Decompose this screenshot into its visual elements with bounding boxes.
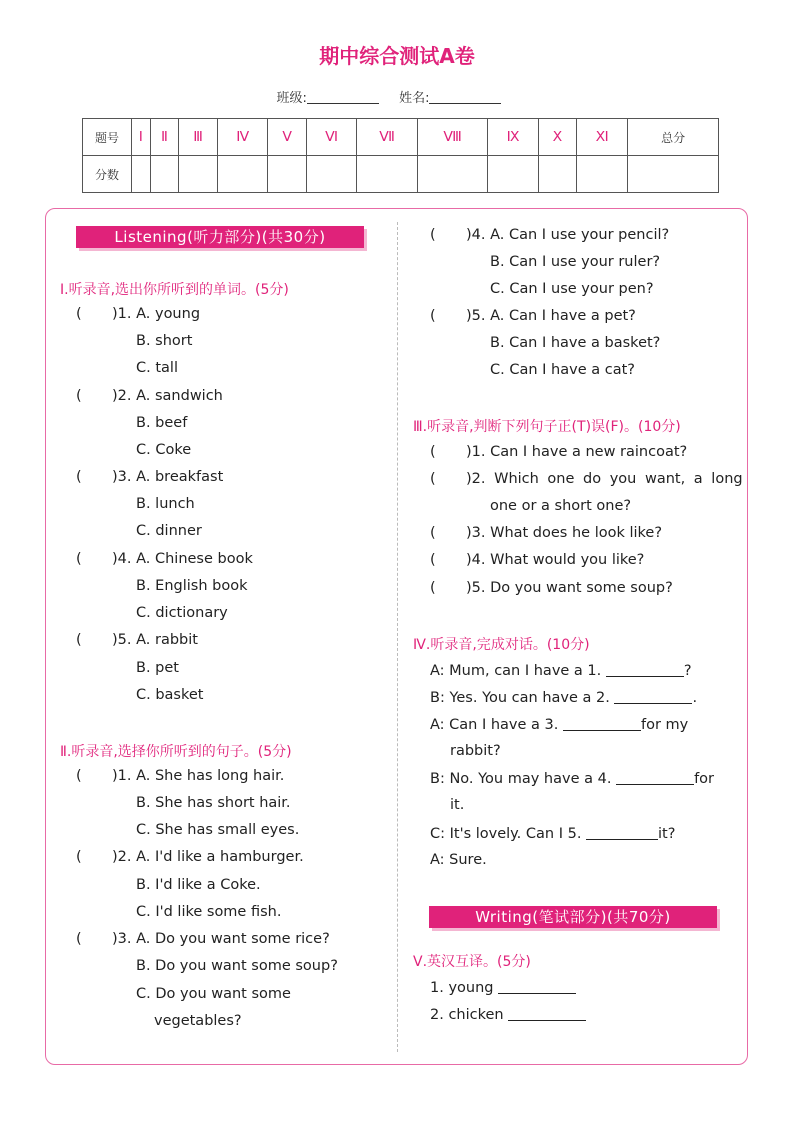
score-cell[interactable]	[179, 156, 218, 193]
answer-paren[interactable]: (	[76, 768, 82, 784]
score-cell[interactable]	[306, 156, 357, 193]
score-table	[82, 118, 719, 193]
dialog-text: A: Mum, can I have a 1.	[430, 663, 602, 679]
class-label: 班级:	[276, 91, 307, 106]
s2-q2-a: )2. A. I'd like a hamburger.	[112, 849, 304, 865]
question-number-label: 题号	[83, 119, 132, 156]
answer-paren[interactable]: (	[76, 306, 82, 322]
column-divider	[397, 222, 398, 1052]
s2-q4-c: C. Can I use your pen?	[490, 281, 654, 297]
answer-paren[interactable]: (	[430, 308, 436, 324]
s2-q3-c: C. Do you want some	[136, 986, 291, 1002]
s2-q5-c: C. Can I have a cat?	[490, 362, 635, 378]
s1-q3-c: C. dinner	[136, 523, 202, 539]
numeral-cell: Ⅱ	[150, 119, 179, 156]
numeral-cell: Ⅰ	[132, 119, 151, 156]
section-3-heading: Ⅲ.听录音,判断下列句子正(T)误(F)。(10分)	[413, 419, 681, 435]
score-table-header-row	[83, 119, 719, 156]
s2-q2-c: C. I'd like some fish.	[136, 904, 282, 920]
answer-paren[interactable]: (	[430, 552, 436, 568]
writing-banner: Writing(笔试部分)(共70分)	[429, 906, 717, 928]
dialog-line-3	[430, 716, 688, 733]
answer-paren[interactable]: (	[76, 551, 82, 567]
dialog-line-5	[430, 825, 675, 842]
dialog-text: it?	[658, 826, 676, 842]
s1-q3-b: B. lunch	[136, 496, 195, 512]
s2-q2-b: B. I'd like a Coke.	[136, 877, 261, 893]
score-cell[interactable]	[488, 156, 538, 193]
dialog-text: B: Yes. You can have a 2.	[430, 690, 610, 706]
score-cell[interactable]	[577, 156, 628, 193]
score-cell[interactable]	[217, 156, 268, 193]
s3-q2-cont: one or a short one?	[490, 498, 632, 514]
answer-blank-4[interactable]	[616, 770, 694, 785]
dialog-line-1	[430, 662, 692, 679]
numeral-cell: Ⅸ	[488, 119, 538, 156]
score-cell[interactable]	[538, 156, 576, 193]
answer-blank-1[interactable]	[606, 662, 684, 677]
dialog-text: for	[694, 771, 714, 787]
translate-item-2	[430, 1006, 586, 1023]
dialog-text: ?	[683, 663, 692, 679]
s1-q4-b: B. English book	[136, 578, 248, 594]
answer-paren[interactable]: (	[76, 849, 82, 865]
s2-q1-c: C. She has small eyes.	[136, 822, 300, 838]
answer-blank-5[interactable]	[586, 825, 658, 840]
translate-blank-2[interactable]	[508, 1006, 586, 1021]
s3-q1: )1. Can I have a new raincoat?	[466, 444, 688, 460]
section-1-heading: Ⅰ.听录音,选出你所听到的单词。(5分)	[60, 282, 289, 298]
s1-q4-c: C. dictionary	[136, 605, 228, 621]
answer-paren[interactable]: (	[430, 580, 436, 596]
numeral-cell: Ⅷ	[417, 119, 488, 156]
s3-q5: )5. Do you want some soup?	[466, 580, 673, 596]
dialog-line-4-cont: it.	[450, 797, 465, 813]
answer-paren[interactable]: (	[430, 525, 436, 541]
numeral-cell: Ⅶ	[357, 119, 418, 156]
name-blank[interactable]	[429, 91, 501, 104]
answer-paren[interactable]: (	[430, 227, 436, 243]
dialog-line-2	[430, 689, 697, 706]
s3-q4: )4. What would you like?	[466, 552, 645, 568]
s1-q2-b: B. beef	[136, 415, 188, 431]
numeral-cell: Ⅴ	[268, 119, 306, 156]
score-cell[interactable]	[132, 156, 151, 193]
s2-q4-b: B. Can I use your ruler?	[490, 254, 661, 270]
s2-q3-a: )3. A. Do you want some rice?	[112, 931, 330, 947]
score-cell[interactable]	[268, 156, 306, 193]
dialog-line-4	[430, 770, 714, 787]
s1-q2-a: )2. A. sandwich	[112, 388, 223, 404]
s2-q1-a: )1. A. She has long hair.	[112, 768, 285, 784]
s2-q3-b: B. Do you want some soup?	[136, 958, 338, 974]
answer-paren[interactable]: (	[76, 388, 82, 404]
s1-q5-c: C. basket	[136, 687, 204, 703]
score-cell[interactable]	[357, 156, 418, 193]
s2-q5-b: B. Can I have a basket?	[490, 335, 661, 351]
score-cell[interactable]	[628, 156, 719, 193]
score-cell[interactable]	[150, 156, 179, 193]
s1-q1-a: )1. A. young	[112, 306, 201, 322]
answer-paren[interactable]: (	[76, 931, 82, 947]
answer-blank-3[interactable]	[563, 716, 641, 731]
s2-q3-c-cont: vegetables?	[154, 1013, 242, 1029]
total-label: 总分	[628, 119, 719, 156]
translate-item-1	[430, 979, 576, 996]
dialog-text: for my	[640, 717, 689, 733]
s1-q2-c: C. Coke	[136, 442, 192, 458]
numeral-cell: Ⅲ	[179, 119, 218, 156]
section-2-heading: Ⅱ.听录音,选择你所听到的句子。(5分)	[60, 744, 292, 760]
dialog-text: B: No. You may have a 4.	[430, 771, 612, 787]
dialog-line-6: A: Sure.	[430, 852, 487, 868]
numeral-cell: Ⅹ	[538, 119, 576, 156]
answer-blank-2[interactable]	[614, 689, 692, 704]
dialog-text: A: Can I have a 3.	[430, 717, 559, 733]
translate-blank-1[interactable]	[498, 979, 576, 994]
answer-paren[interactable]: (	[76, 469, 82, 485]
numeral-cell: Ⅳ	[217, 119, 268, 156]
answer-paren[interactable]: (	[430, 444, 436, 460]
s2-q4-a: )4. A. Can I use your pencil?	[466, 227, 670, 243]
dialog-line-3-cont: rabbit?	[450, 743, 501, 759]
s3-q2: )2. Which one do you want, a long	[466, 471, 743, 487]
s1-q5-a: )5. A. rabbit	[112, 632, 198, 648]
listening-banner: Listening(听力部分)(共30分)	[76, 226, 364, 248]
section-5-heading: Ⅴ.英汉互译。(5分)	[413, 954, 531, 970]
name-label: 姓名:	[399, 91, 430, 106]
answer-paren[interactable]: (	[430, 471, 436, 487]
s2-q1-b: B. She has short hair.	[136, 795, 291, 811]
s1-q4-a: )4. A. Chinese book	[112, 551, 253, 567]
score-cell[interactable]	[417, 156, 488, 193]
s1-q1-c: C. tall	[136, 360, 178, 376]
page-title: 期中综合测试A卷	[319, 44, 475, 68]
s3-q3: )3. What does he look like?	[466, 525, 663, 541]
dialog-text: C: It's lovely. Can I 5.	[430, 826, 582, 842]
s2-q5-a: )5. A. Can I have a pet?	[466, 308, 636, 324]
score-table-score-row	[83, 156, 719, 193]
numeral-cell: Ⅺ	[577, 119, 628, 156]
answer-paren[interactable]: (	[76, 632, 82, 648]
student-info	[0, 87, 794, 106]
s1-q3-a: )3. A. breakfast	[112, 469, 224, 485]
translate-word: 1. young	[430, 980, 494, 996]
s1-q5-b: B. pet	[136, 660, 179, 676]
dialog-text: .	[692, 690, 698, 706]
s1-q1-b: B. short	[136, 333, 193, 349]
section-4-heading: Ⅳ.听录音,完成对话。(10分)	[413, 637, 590, 653]
numeral-cell: Ⅵ	[306, 119, 357, 156]
class-blank[interactable]	[307, 91, 379, 104]
translate-word: 2. chicken	[430, 1007, 504, 1023]
score-label: 分数	[83, 156, 132, 193]
